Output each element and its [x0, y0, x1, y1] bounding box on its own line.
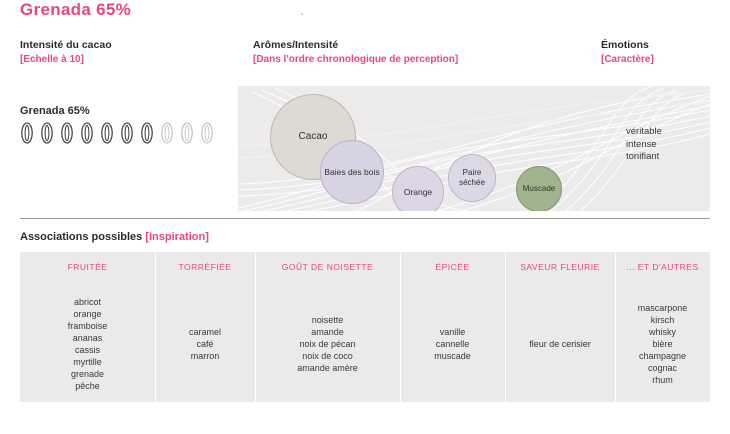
header-intensity: [20, 38, 112, 67]
cacao-bean-empty: [159, 122, 175, 144]
association-column: [20, 252, 155, 402]
association-item: mascarpone: [637, 303, 688, 313]
association-item: bière: [652, 339, 673, 349]
association-item: framboise: [67, 321, 108, 331]
header-intensity-main: Intensité du cacao: [20, 39, 112, 51]
association-item: caramel: [188, 327, 221, 337]
association-item: champagne: [638, 351, 687, 361]
association-item: grenade: [70, 369, 105, 379]
association-column-header: ... ET D'AUTRES: [626, 262, 699, 272]
cacao-bean-filled: [139, 122, 155, 144]
cacao-bean-filled: [99, 122, 115, 144]
association-item: cassis: [74, 345, 100, 355]
association-item: noisette: [311, 315, 344, 325]
association-item: cognac: [647, 363, 678, 373]
association-column: [155, 252, 255, 402]
association-column: [505, 252, 615, 402]
header-emotions-sub: [Caractère]: [601, 54, 654, 65]
header-aromas: [253, 38, 458, 67]
emotion-item: véritable: [626, 126, 662, 137]
cacao-bean-filled: [19, 122, 35, 144]
emotion-item: tonifiant: [626, 151, 660, 162]
cacao-bean-filled: [39, 122, 55, 144]
association-items: [400, 326, 505, 362]
aroma-bubble-label: Baies des bois: [324, 167, 380, 177]
cacao-bean-filled: [59, 122, 75, 144]
intensity-scale: [19, 122, 229, 144]
associations-title-inspiration: [Inspiration]: [145, 231, 209, 243]
intensity-label: Grenada 65%: [20, 105, 90, 117]
association-column-header: SAVEUR FLEURIE: [520, 262, 600, 272]
association-items: [20, 296, 155, 392]
association-items: [255, 314, 400, 374]
association-item: orange: [73, 309, 102, 319]
aroma-bubble-label: Muscade: [522, 184, 556, 193]
cacao-bean-filled: [119, 122, 135, 144]
associations-table: [20, 252, 710, 402]
association-column-header: FRUITÉE: [67, 262, 108, 272]
page-title: Grenada 65%: [20, 0, 132, 19]
header-aromas-main: Arômes/Intensité: [253, 39, 339, 51]
association-column-header: ÉPICÉE: [435, 262, 470, 272]
associations-title-text: Associations possibles: [20, 231, 146, 243]
association-items: [505, 338, 615, 350]
header-emotions-main: Émotions: [601, 39, 649, 51]
header-emotions: [601, 38, 654, 67]
cacao-bean-empty: [179, 122, 195, 144]
association-item: ananas: [72, 333, 103, 343]
aroma-bubble: [448, 154, 496, 202]
aroma-bubble: [320, 140, 384, 204]
association-column: [400, 252, 505, 402]
scan-speck: [301, 13, 303, 15]
association-item: myrtille: [73, 357, 102, 367]
aroma-bubble: [392, 166, 444, 211]
cacao-bean-empty: [199, 122, 215, 144]
cacao-bean-filled: [79, 122, 95, 144]
association-item: rhum: [652, 375, 673, 385]
association-item: muscade: [434, 351, 471, 361]
association-item: vanille: [439, 327, 466, 337]
aroma-bubble-label: Cacao: [298, 131, 328, 142]
emotions-list: [626, 126, 662, 164]
association-items: [155, 326, 255, 362]
header-intensity-sub: [Echelle à 10]: [20, 54, 84, 65]
header-aromas-sub: [Dans l'ordre chronologique de perception]: [253, 54, 459, 65]
association-item: kirsch: [650, 315, 675, 325]
association-item: pêche: [75, 381, 100, 391]
association-item: amande: [311, 327, 344, 337]
association-item: cannelle: [435, 339, 470, 349]
association-item: whisky: [648, 327, 676, 337]
association-item: abricot: [73, 297, 101, 307]
association-column-header: GOÛT DE NOISETTE: [281, 262, 374, 272]
association-column: [615, 252, 710, 402]
association-column: [255, 252, 400, 402]
association-item: fleur de cerisier: [529, 339, 591, 349]
association-item: café: [196, 339, 214, 349]
aroma-bubble: [516, 166, 562, 211]
aroma-bubble-label: Paire séchée: [459, 168, 485, 187]
aroma-bubble-label: Orange: [403, 187, 433, 197]
association-item: amande amère: [297, 363, 358, 373]
association-items: [615, 302, 710, 386]
association-column-header: TORRÉFIÉE: [178, 262, 232, 272]
association-item: noix de pécan: [299, 339, 356, 349]
association-item: marron: [190, 351, 220, 361]
association-item: noix de coco: [302, 351, 353, 361]
associations-title: [20, 231, 209, 243]
section-divider: [20, 218, 710, 219]
emotion-item: intense: [626, 138, 657, 150]
